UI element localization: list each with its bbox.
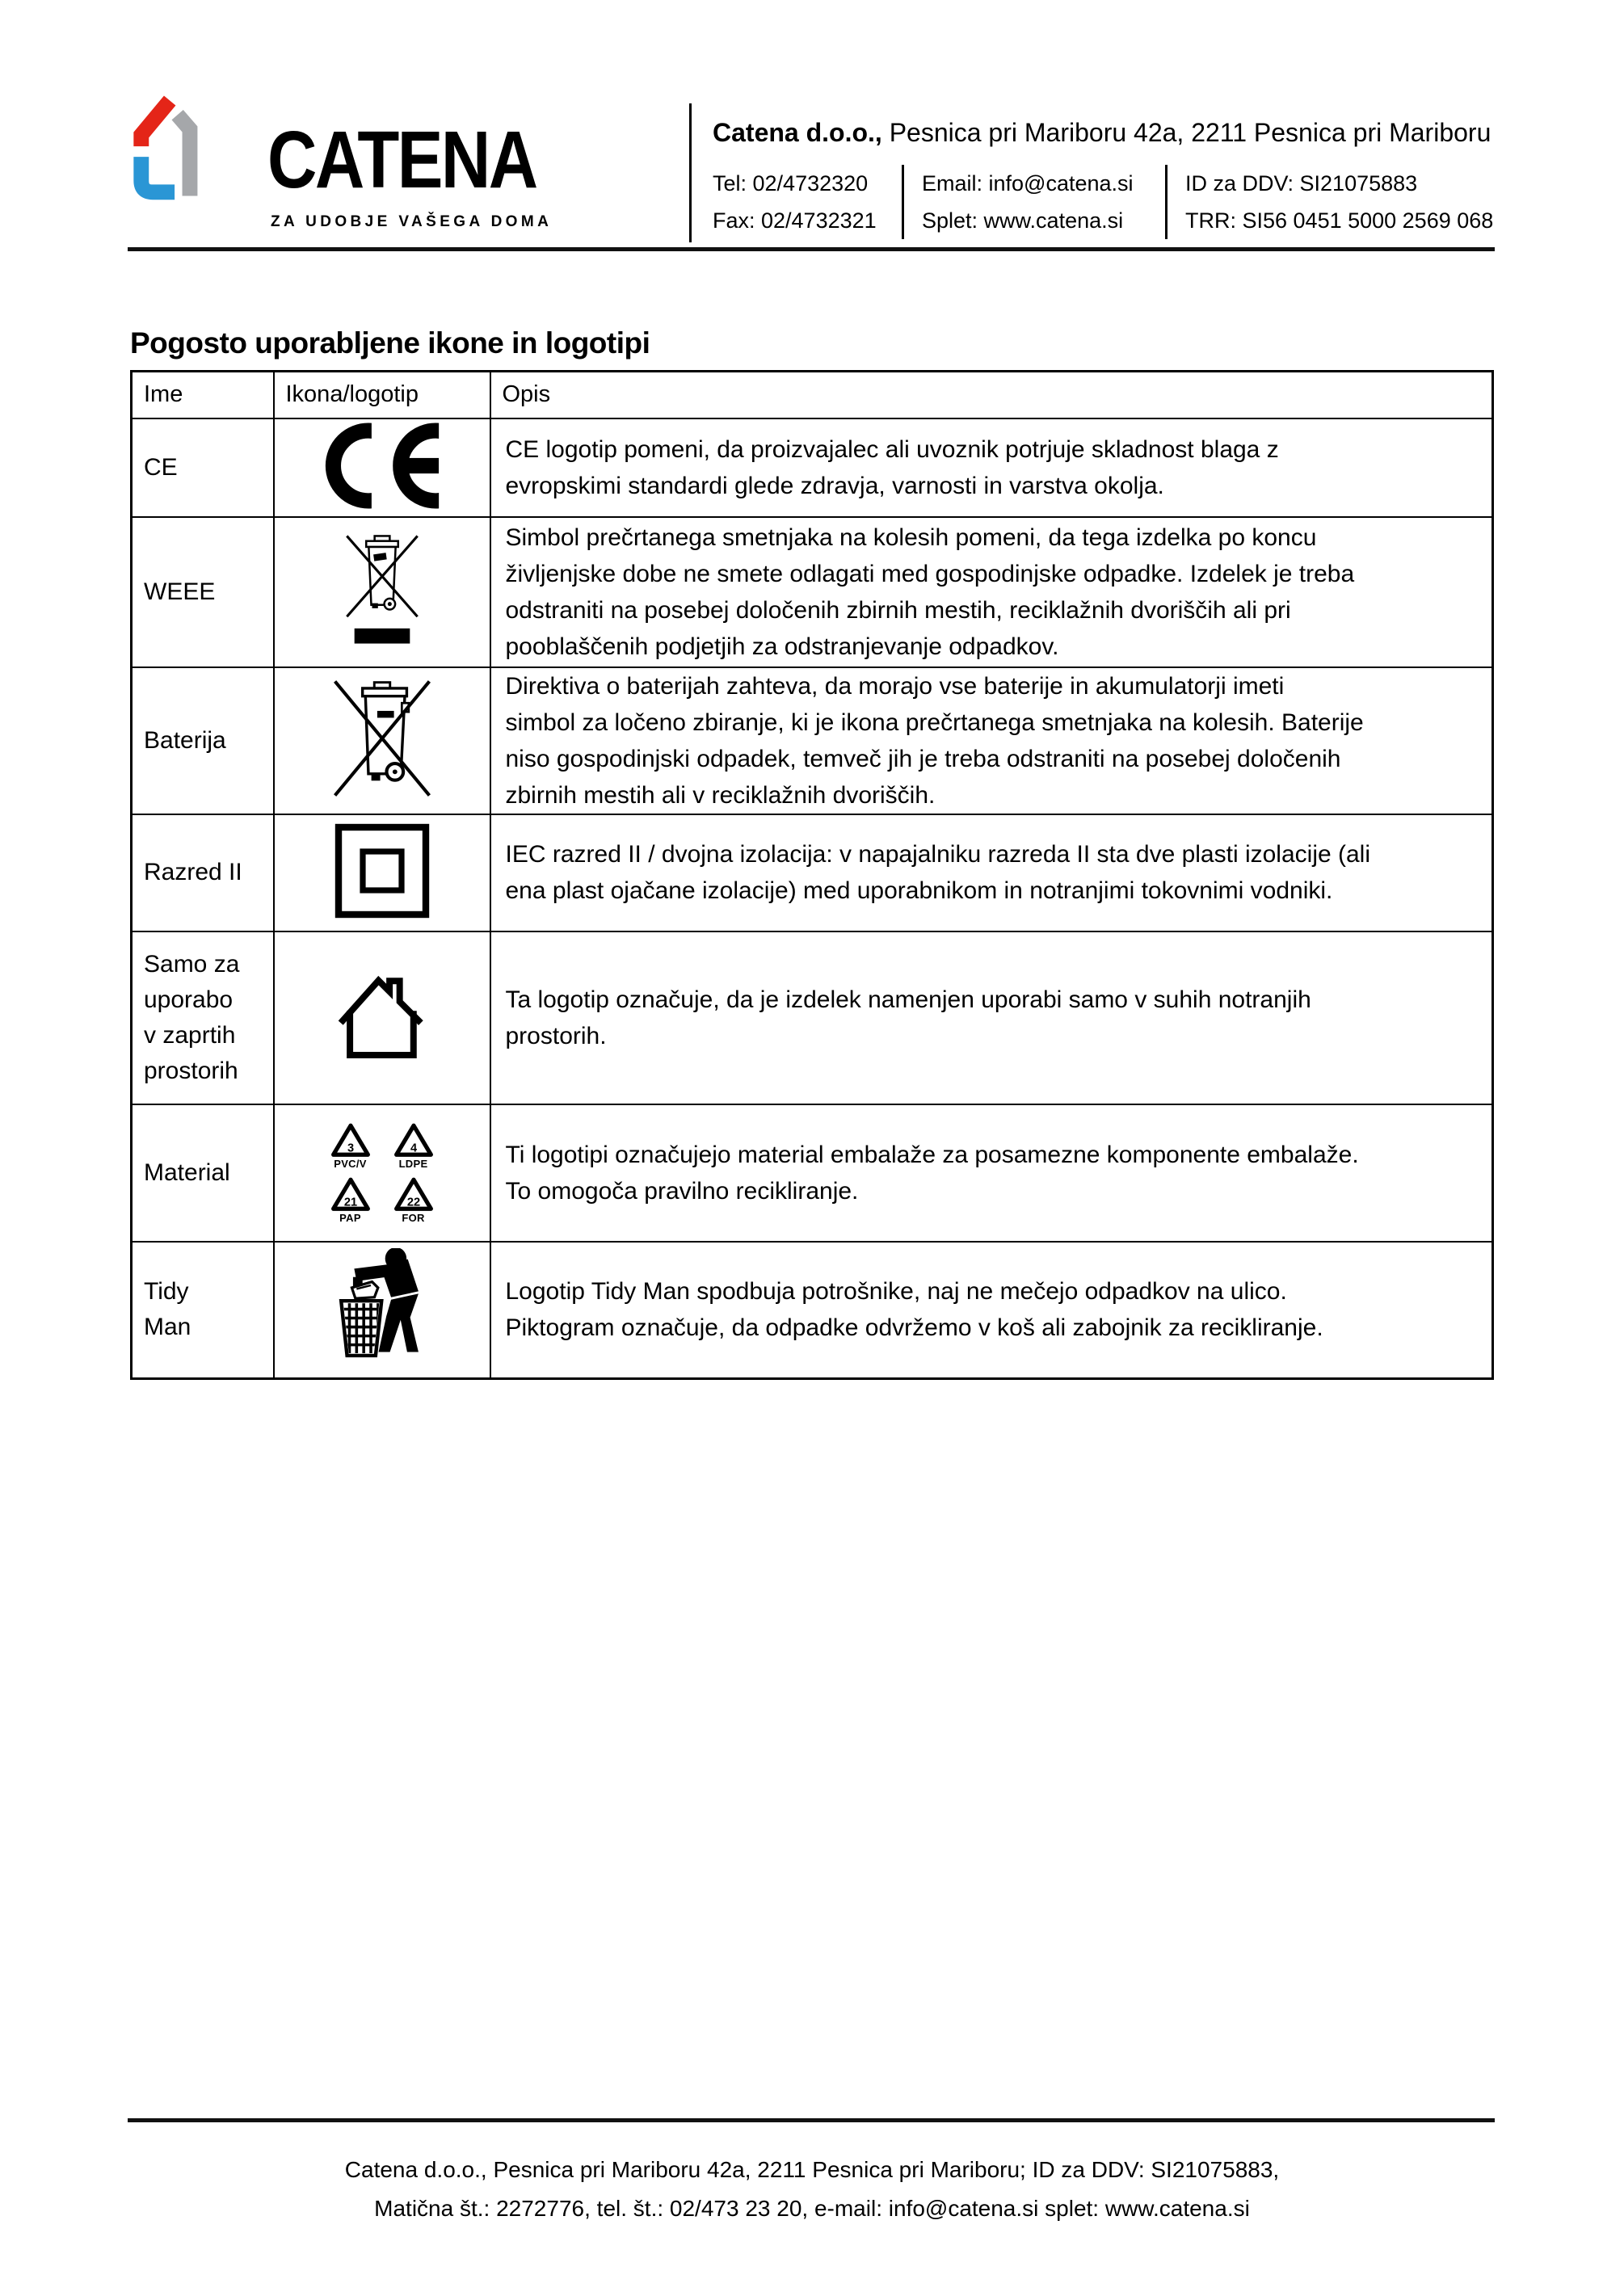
- fax-line: Fax: 02/4732321: [713, 208, 877, 233]
- footer-line-1: Catena d.o.o., Pesnica pri Mariboru 42a, 2211 Pesnica pri Mariboru; ID za DDV: SI21075883,: [344, 2157, 1280, 2182]
- header-rule: [128, 247, 1495, 251]
- row-name: CE: [132, 418, 274, 517]
- company-logo: [132, 94, 583, 231]
- row-icon-cell: [274, 931, 490, 1104]
- row-icon-cell: [274, 814, 490, 931]
- row-description: Ti logotipi označujejo material embalaže za posamezne komponente embalaže. To omogoča pravilno recikliranje.: [490, 1104, 1493, 1242]
- recycling-code-label: PVC/V: [334, 1157, 367, 1170]
- ce-mark-icon: [322, 423, 443, 509]
- class-ii-double-insulation-icon: [334, 822, 431, 919]
- row-icon-cell: [274, 517, 490, 667]
- table-row-tidy-man: [132, 1242, 1493, 1379]
- recycling-code-number: 4: [410, 1142, 417, 1155]
- table-row-samo-za-uporabo: [132, 931, 1493, 1104]
- column-header-opis: Opis: [490, 372, 1493, 418]
- recycling-code-label: FOR: [402, 1211, 425, 1224]
- row-icon-cell: [274, 418, 490, 517]
- column-header-ime: Ime: [132, 372, 274, 418]
- contact-info-row: [713, 165, 1495, 239]
- table-row-razred-ii: [132, 814, 1493, 931]
- vat-id-line: ID za DDV: SI21075883: [1185, 171, 1418, 196]
- column-header-ikona: Ikona/logotip: [274, 372, 490, 418]
- recycling-code-number: 3: [347, 1142, 354, 1155]
- recycling-code-number: 22: [406, 1196, 420, 1209]
- table-header-row: [132, 372, 1493, 418]
- row-icon-cell: [274, 667, 490, 814]
- row-description: Ta logotip označuje, da je izdelek namenjen uporabi samo v suhih notranjih prostorih.: [490, 931, 1493, 1104]
- recycling-symbol-pap: [330, 1176, 371, 1224]
- footer-rule: [128, 2118, 1495, 2122]
- bank-account-line: TRR: SI56 0451 5000 2569 068: [1185, 208, 1494, 233]
- catena-house-logo-icon: [132, 94, 227, 213]
- row-description: Simbol prečrtanega smetnjaka na kolesih pomeni, da tega izdelka po koncu življenjske dobe ne smete odlagati med gospodinjske odpadke. Izdelek je treba odstraniti na posebej določenih zbirnih mestih, reciklažnih dvoriščih ali pri pooblaščenih podjetjih za odstranjevanje odpadkov.: [490, 517, 1493, 667]
- page-title: Pogosto uporabljene ikone in logotipi: [130, 326, 650, 360]
- tel-line: Tel: 02/4732320: [713, 171, 869, 196]
- row-name: Baterija: [132, 667, 274, 814]
- row-name: Samo za uporabo v zaprtih prostorih: [132, 931, 274, 1104]
- row-description: IEC razred II / dvojna izolacija: v napajalniku razreda II sta dve plasti izolacije (ali ena plast ojačane izolacije) med uporabnikom in notranjimi tokovnimi vodniki.: [490, 814, 1493, 931]
- logo-text: [267, 94, 583, 231]
- company-address: Pesnica pri Mariboru 42a, 2211 Pesnica pri Mariboru: [881, 118, 1491, 147]
- recycling-triangle-icon: [393, 1122, 434, 1158]
- row-description: Direktiva o baterijah zahteva, da morajo vse baterije in akumulatorji imeti simbol za ločeno zbiranje, ki je ikona prečrtanega smetnjaka na kolesih. Baterije niso gospodinjski odpadek, temveč jih je treba odstraniti na posebej določenih zbirnih mestih ali v reciklažnih dvoriščih.: [490, 667, 1493, 814]
- table-row-weee: [132, 517, 1493, 667]
- row-description: CE logotip pomeni, da proizvajalec ali uvoznik potrjuje skladnost blaga z evropskimi standardi glede zdravja, varnosti in varstva okolja.: [490, 418, 1493, 517]
- recycling-symbol-pvc: [330, 1122, 371, 1170]
- row-name: WEEE: [132, 517, 274, 667]
- row-name: Tidy Man: [132, 1242, 274, 1379]
- company-address-line: [713, 118, 1496, 148]
- contact-phone-column: [713, 165, 902, 239]
- row-name: Razred II: [132, 814, 274, 931]
- recycling-symbol-for: [393, 1176, 434, 1224]
- recycling-code-number: 21: [343, 1196, 357, 1209]
- website-line: Splet: www.catena.si: [922, 208, 1124, 233]
- row-description: Logotip Tidy Man spodbuja potrošnike, naj ne mečejo odpadkov na ulico. Piktogram označuje, da odpadke odvržemo v koš ali zabojnik za recikliranje.: [490, 1242, 1493, 1379]
- recycling-code-label: PAP: [339, 1211, 361, 1224]
- table-row-ce: [132, 418, 1493, 517]
- battery-crossed-out-wheeled-bin-icon: [333, 679, 431, 797]
- contact-tax-column: [1165, 165, 1495, 239]
- packaging-material-recycling-triangle-icons: [330, 1122, 434, 1224]
- indoor-use-only-house-icon: [336, 969, 428, 1062]
- recycling-triangle-icon: [330, 1122, 371, 1158]
- recycling-triangle-icon: [393, 1176, 434, 1212]
- recycling-symbol-ldpe: [393, 1122, 434, 1170]
- email-line: Email: info@catena.si: [922, 171, 1134, 196]
- table-row-material: [132, 1104, 1493, 1242]
- weee-crossed-out-wheeled-bin-icon: [340, 531, 424, 649]
- tidy-man-icon: [328, 1248, 436, 1368]
- brand-name: CATENA: [267, 115, 536, 205]
- recycling-code-label: LDPE: [398, 1157, 428, 1170]
- row-icon-cell: [274, 1104, 490, 1242]
- contact-web-column: [902, 165, 1165, 239]
- footer-line-2: Matična št.: 2272776, tel. št.: 02/473 23 20, e-mail: info@catena.si splet: www.catena.si: [374, 2196, 1250, 2221]
- row-icon-cell: [274, 1242, 490, 1379]
- row-name: Material: [132, 1104, 274, 1242]
- company-name: Catena d.o.o.,: [713, 118, 882, 147]
- recycling-triangle-icon: [330, 1176, 371, 1212]
- table-row-baterija: [132, 667, 1493, 814]
- brand-tagline: ZA UDOBJE VAŠEGA DOMA: [271, 213, 553, 230]
- header-vertical-divider: [689, 103, 692, 242]
- icons-table: [130, 370, 1494, 1380]
- footer-text: [0, 2151, 1624, 2228]
